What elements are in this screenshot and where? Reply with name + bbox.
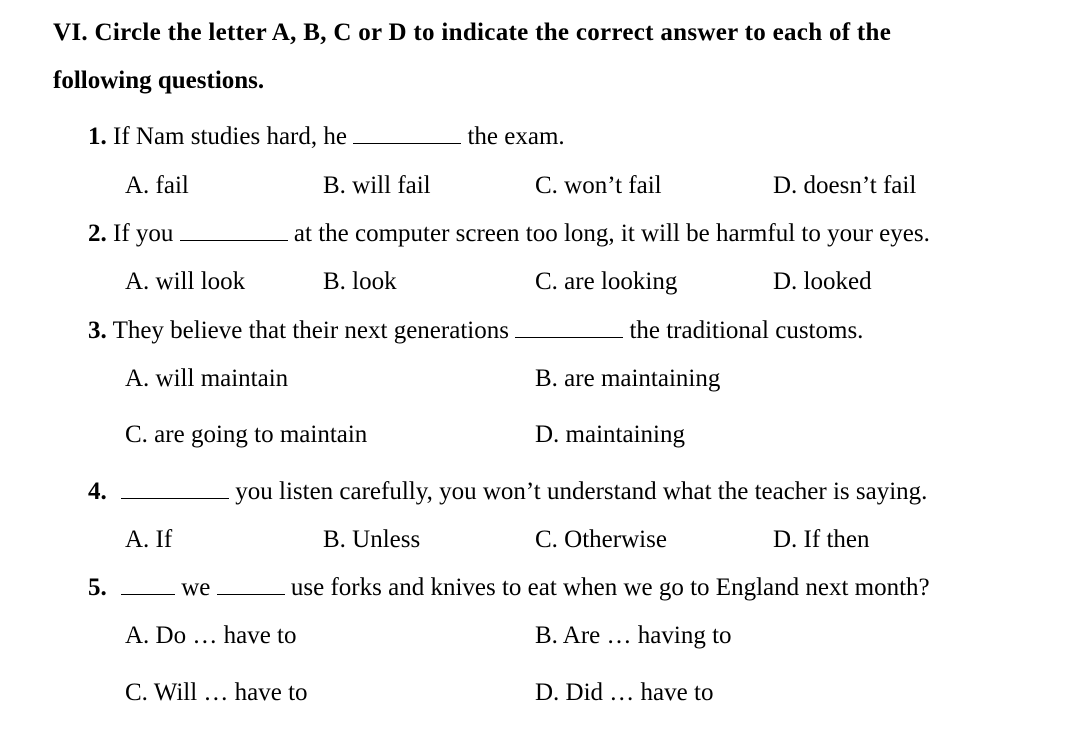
instruction-heading-line2: following questions.	[53, 67, 265, 94]
option-5d[interactable]: D. Did … have to	[535, 679, 714, 706]
question-stem-after: at the computer screen too long, it will be harmful to your eyes.	[293, 220, 930, 247]
option-4d[interactable]: D. If then	[773, 526, 870, 553]
question-stem-before: If Nam studies hard, he	[113, 123, 347, 150]
question-stem-after: use forks and knives to eat when we go to England next month?	[290, 574, 930, 601]
question-stem-before: They believe that their next generations	[112, 317, 509, 344]
question-1	[88, 122, 565, 152]
option-4c[interactable]: C. Otherwise	[535, 526, 667, 553]
option-2c[interactable]: C. are looking	[535, 268, 678, 295]
answer-blank	[121, 478, 229, 499]
option-3b[interactable]: B. are maintaining	[535, 365, 721, 392]
option-4a[interactable]: A. If	[125, 526, 173, 553]
option-1a[interactable]: A. fail	[125, 172, 189, 199]
question-number: 5.	[88, 574, 107, 601]
option-3d[interactable]: D. maintaining	[535, 421, 685, 448]
question-stem-before: If you	[113, 220, 174, 247]
question-number: 3.	[88, 317, 107, 344]
option-4b[interactable]: B. Unless	[323, 526, 421, 553]
option-1c[interactable]: C. won’t fail	[535, 172, 662, 199]
instruction-heading-line1: VI. Circle the letter A, B, C or D to indicate the correct answer to each of the	[53, 19, 892, 46]
option-5c[interactable]: C. Will … have to	[125, 679, 308, 706]
option-3a[interactable]: A. will maintain	[125, 365, 289, 392]
option-5b[interactable]: B. Are … having to	[535, 622, 732, 649]
answer-blank	[180, 220, 288, 241]
answer-blank-2	[217, 574, 285, 595]
question-number: 1.	[88, 123, 107, 150]
option-1d[interactable]: D. doesn’t fail	[773, 172, 917, 199]
answer-blank	[353, 123, 461, 144]
question-middle-word: we	[181, 574, 211, 601]
question-2	[88, 219, 930, 249]
answer-blank-1	[121, 574, 175, 595]
question-stem-after: the exam.	[467, 123, 565, 150]
option-3c[interactable]: C. are going to maintain	[125, 421, 368, 448]
option-1b[interactable]: B. will fail	[323, 172, 431, 199]
question-number: 4.	[88, 478, 107, 505]
option-2d[interactable]: D. looked	[773, 268, 872, 295]
question-stem-after: you listen carefully, you won’t understand what the teacher is saying.	[235, 478, 928, 505]
question-3	[88, 316, 863, 346]
option-2b[interactable]: B. look	[323, 268, 397, 295]
question-stem-after: the traditional customs.	[629, 317, 864, 344]
option-2a[interactable]: A. will look	[125, 268, 246, 295]
question-5	[88, 573, 930, 603]
option-5a[interactable]: A. Do … have to	[125, 622, 297, 649]
question-4	[88, 477, 927, 507]
answer-blank	[515, 317, 623, 338]
question-number: 2.	[88, 220, 107, 247]
